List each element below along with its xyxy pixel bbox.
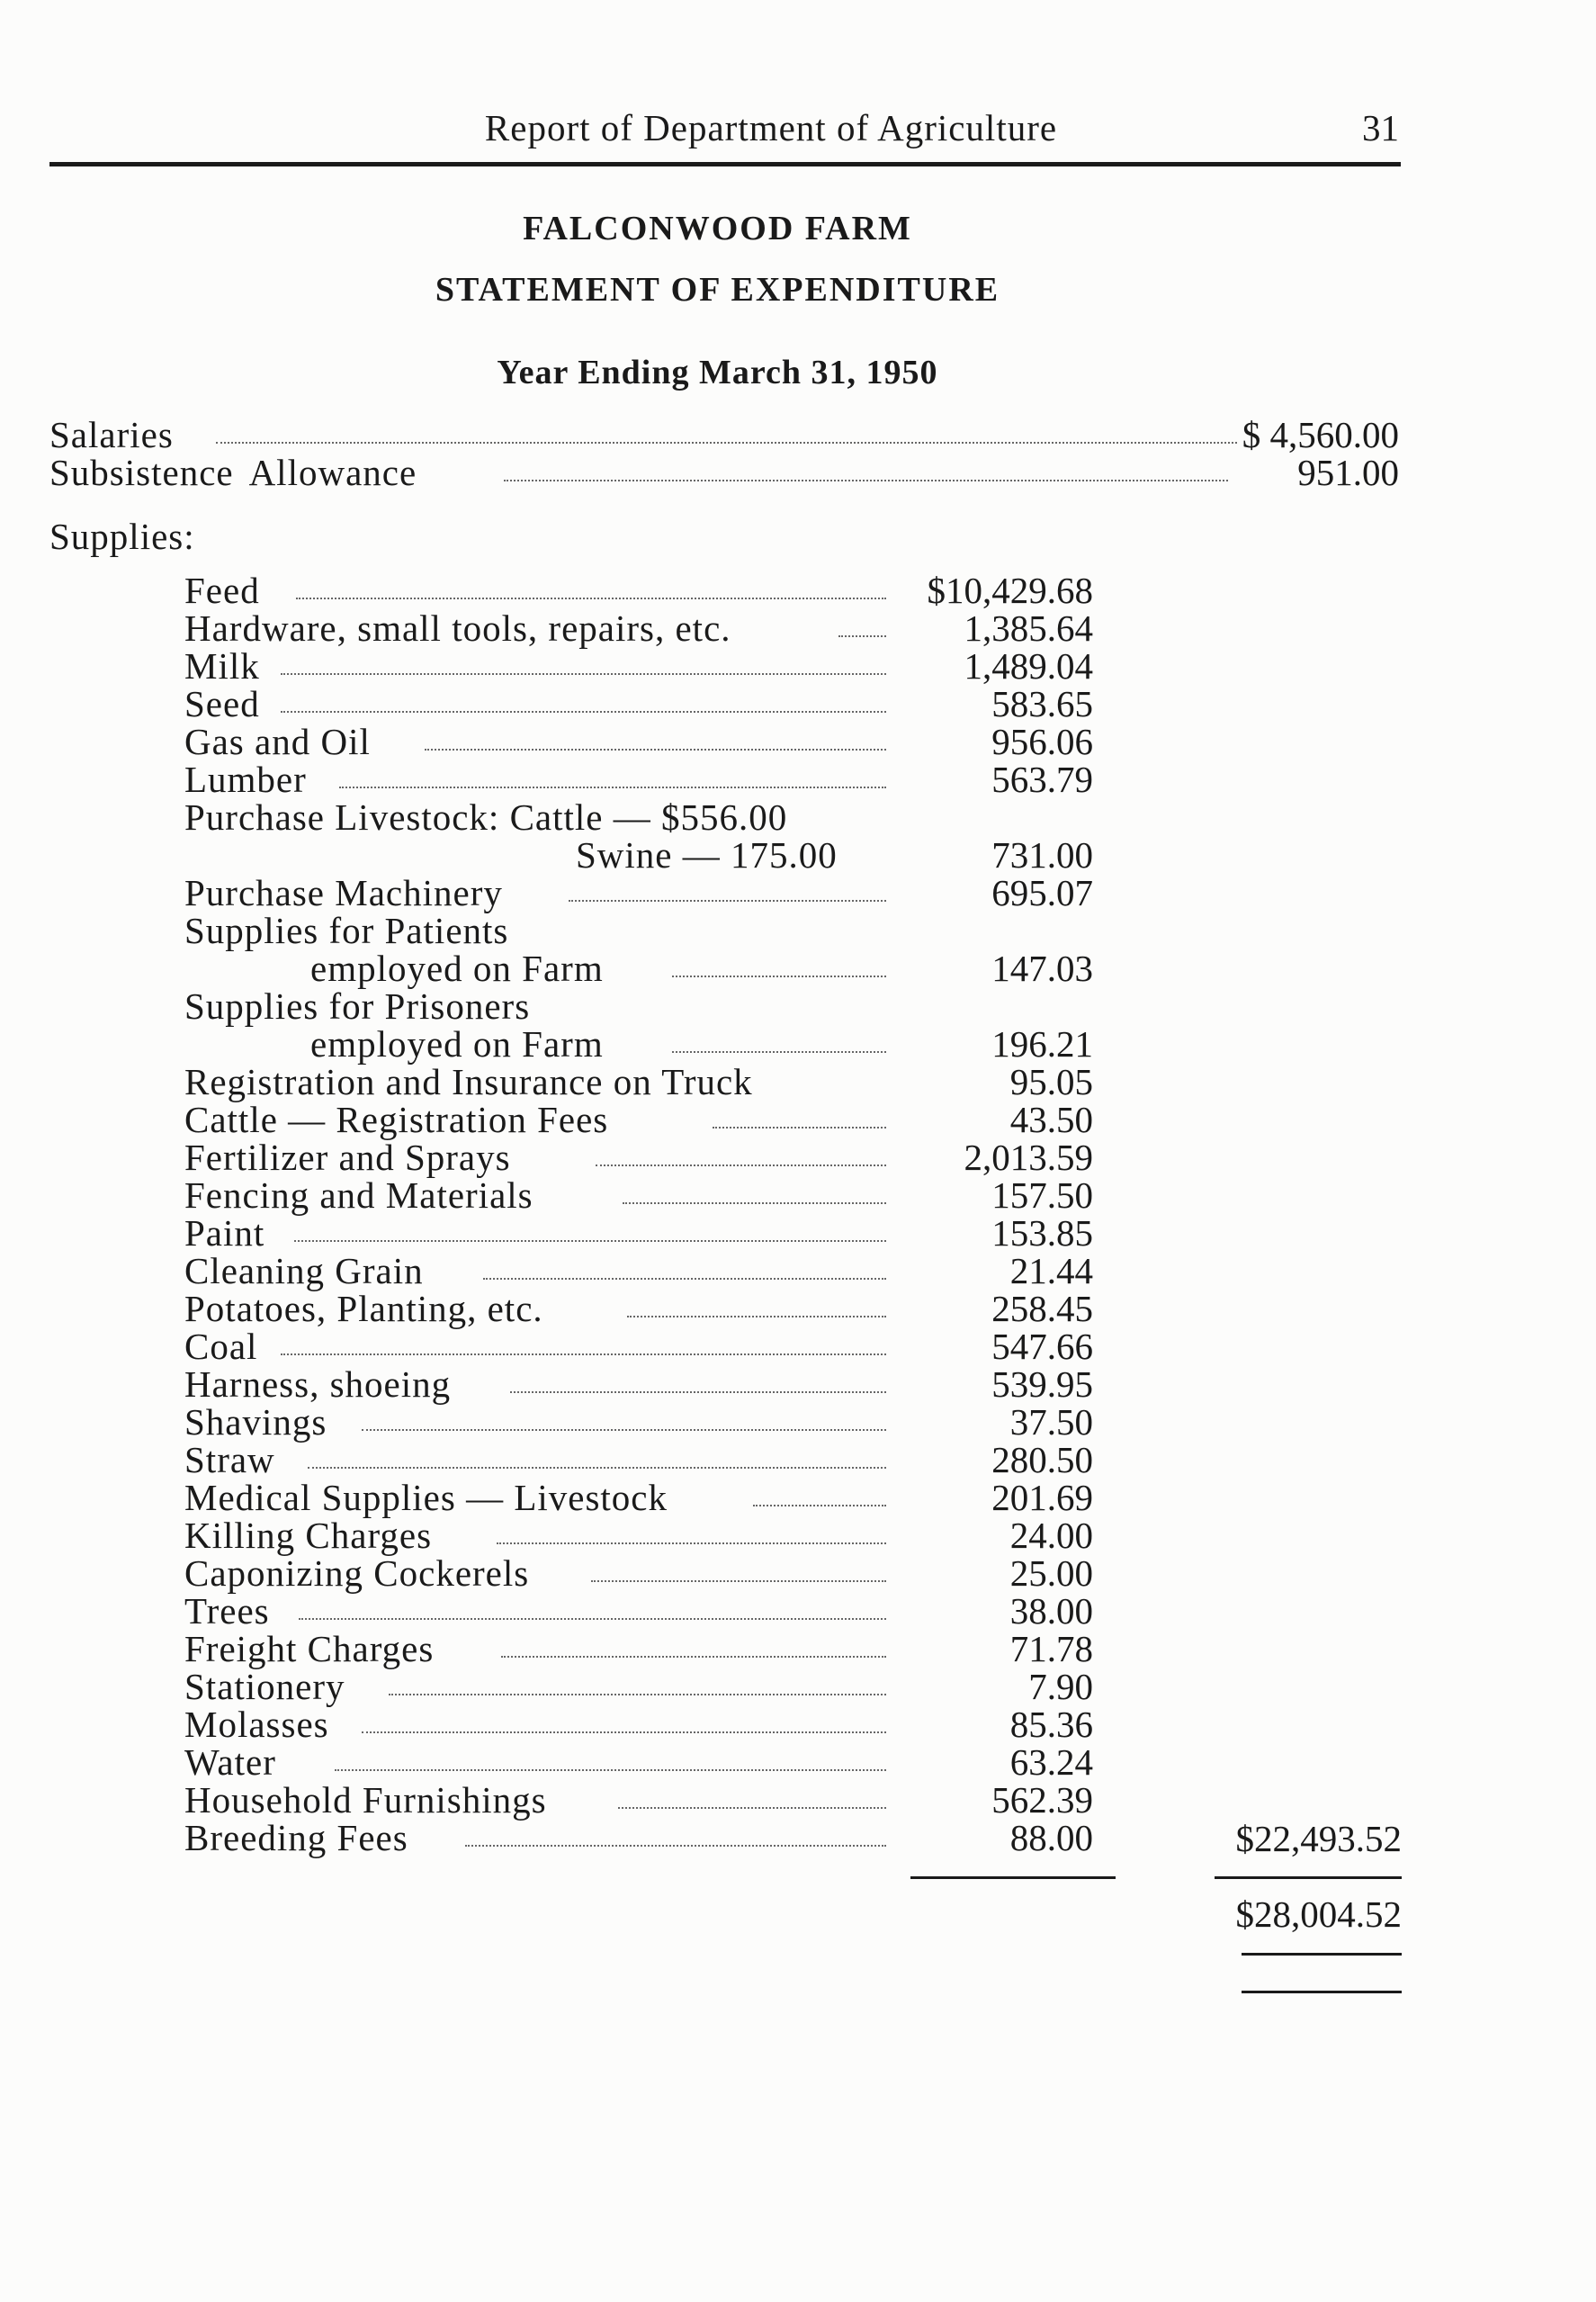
row-amount: $ 4,560.00 [1242,414,1399,455]
supply-row [184,1365,1093,1403]
supply-row [184,685,1093,723]
supply-row [184,1138,1093,1176]
supply-row [184,874,1093,912]
supply-label: Household Furnishings [184,1779,547,1821]
supply-label: Straw [184,1439,275,1480]
supply-row [184,647,1093,685]
dot-leader [296,598,886,599]
supply-amount: 24.00 [1009,1515,1093,1556]
supply-row [184,798,1093,836]
supply-label: Fertilizer and Sprays [184,1137,511,1178]
supply-row [184,1705,1093,1743]
supply-label: Cattle — Registration Fees [184,1099,609,1140]
supply-row [184,1290,1093,1327]
supply-label: Swine — 175.00 [576,834,838,876]
supply-row [184,1819,1093,1857]
supply-amount: 85.36 [1009,1704,1093,1745]
dot-leader [294,1240,886,1242]
dot-leader [753,1505,886,1506]
supply-amount: 258.45 [991,1288,1093,1329]
supply-row [184,1592,1093,1630]
dot-leader [672,1051,886,1053]
subsistence-row [49,454,1399,491]
supply-label: employed on Farm [310,1023,604,1065]
supply-label: Lumber [184,759,307,800]
row-label: Subsistence Allowance [49,452,417,493]
supply-amount: 157.50 [991,1174,1093,1216]
supply-row [184,1214,1093,1252]
supply-row [184,723,1093,760]
supply-amount: 731.00 [991,834,1093,876]
dot-leader [510,1391,886,1393]
supply-label: Water [184,1741,276,1783]
period-title: Year Ending March 31, 1950 [497,354,938,391]
supply-label: Potatoes, Planting, etc. [184,1288,543,1329]
grand-total-amount: $28,004.52 [1235,1893,1402,1935]
supply-row [184,1479,1093,1516]
supply-row [184,1781,1093,1819]
supplies-subtotal-rule [910,1876,1116,1910]
supply-label: Harness, shoeing [184,1363,452,1405]
supply-label: Purchase Livestock: Cattle — $556.00 [184,796,788,838]
dot-leader [281,1353,886,1355]
dot-leader [504,480,1228,481]
supply-row [184,1327,1093,1365]
dot-leader [389,1694,886,1695]
supply-row [184,1063,1093,1101]
header-rule [49,162,1401,166]
supply-amount: 88.00 [1009,1817,1093,1858]
supply-row [184,571,1093,609]
supply-row [184,760,1093,798]
dot-leader [838,635,886,637]
supply-label: Seed [184,683,260,724]
dot-leader [465,1845,886,1847]
row-amount: 951.00 [1297,452,1399,493]
supplies-heading: Supplies: [49,516,195,557]
dot-leader [308,1467,886,1469]
dot-leader [596,1164,886,1166]
supply-row [184,912,1093,949]
supply-amount: 43.50 [1009,1099,1093,1140]
supply-label: Registration and Insurance on Truck [184,1061,753,1102]
supply-amount: 1,489.04 [964,645,1093,687]
supply-label: Fencing and Materials [184,1174,533,1216]
supplies-total-amount: $22,493.52 [1235,1818,1402,1859]
dot-leader [569,900,886,902]
supply-row [184,1025,1093,1063]
supply-amount: 583.65 [991,683,1093,724]
statement-title: STATEMENT OF EXPENDITURE [435,271,1000,309]
supply-amount: 2,013.59 [964,1137,1093,1178]
supply-amount: 201.69 [991,1477,1093,1518]
supply-label: Medical Supplies — Livestock [184,1477,668,1518]
supply-label: Supplies for Patients [184,910,509,951]
supply-label: Caponizing Cockerels [184,1552,530,1594]
supply-row [184,609,1093,647]
supply-row [184,1101,1093,1138]
dot-leader [362,1429,886,1431]
running-title: Report of Department of Agriculture [484,107,1058,148]
supply-row [184,987,1093,1025]
supplies-total [1170,1820,1402,1857]
supply-label: Coal [184,1326,258,1367]
supply-label: Purchase Machinery [184,872,503,913]
supply-row [184,1176,1093,1214]
supply-label: Molasses [184,1704,329,1745]
supply-amount: 956.06 [991,721,1093,762]
supply-row [184,1743,1093,1781]
page-header [49,106,1399,160]
supply-amount: 7.90 [1028,1666,1093,1707]
supply-label: Supplies for Prisoners [184,985,531,1027]
supply-label: Killing Charges [184,1515,433,1556]
page-number: 31 [1362,107,1399,148]
supply-row [184,1516,1093,1554]
row-label: Salaries [49,414,174,455]
salaries-row [49,416,1399,454]
supply-amount: 153.85 [991,1212,1093,1254]
supply-amount: 63.24 [1009,1741,1093,1783]
dot-leader [591,1580,886,1582]
supply-label: Freight Charges [184,1628,435,1669]
supply-amount: 547.66 [991,1326,1093,1367]
grand-total-rule-2 [1242,1991,1402,2024]
supply-label: Feed [184,570,260,611]
supply-label: Milk [184,645,260,687]
supply-label: Paint [184,1212,265,1254]
dot-leader [501,1656,886,1658]
supply-amount: 539.95 [991,1363,1093,1405]
supply-amount: 37.50 [1009,1401,1093,1443]
supply-label: Breeding Fees [184,1817,408,1858]
supply-amount: $10,429.68 [927,570,1093,611]
dot-leader [425,749,886,751]
supply-amount: 25.00 [1009,1552,1093,1594]
dot-leader [672,976,886,977]
dot-leader [335,1769,886,1771]
supply-row [184,1441,1093,1479]
dot-leader [483,1278,886,1280]
dot-leader [362,1731,886,1733]
supply-amount: 1,385.64 [964,607,1093,649]
dot-leader [713,1127,886,1129]
supply-amount: 695.07 [991,872,1093,913]
supply-amount: 71.78 [1009,1628,1093,1669]
supply-label: employed on Farm [310,948,604,989]
supply-row [184,1252,1093,1290]
supply-amount: 196.21 [991,1023,1093,1065]
dot-leader [281,673,886,675]
supply-row [184,949,1093,987]
supply-label: Shavings [184,1401,327,1443]
supply-label: Gas and Oil [184,721,371,762]
dot-leader [497,1542,886,1544]
supply-label: Stationery [184,1666,345,1707]
supply-amount: 21.44 [1009,1250,1093,1291]
supply-amount: 563.79 [991,759,1093,800]
dot-leader [216,442,1237,444]
supply-amount: 38.00 [1009,1590,1093,1632]
supply-amount: 95.05 [1009,1061,1093,1102]
grand-total-rule-1 [1242,1953,1402,1986]
grand-total [1170,1895,1402,1933]
supply-row [184,1668,1093,1705]
supply-row [184,836,1093,874]
supply-label: Hardware, small tools, repairs, etc. [184,607,731,649]
supply-label: Trees [184,1590,270,1632]
dot-leader [339,787,886,788]
supply-amount: 280.50 [991,1439,1093,1480]
supply-row [184,1403,1093,1441]
supply-amount: 562.39 [991,1779,1093,1821]
supply-row [184,1554,1093,1592]
dot-leader [281,711,886,713]
supply-row [184,1630,1093,1668]
supply-label: Cleaning Grain [184,1250,424,1291]
farm-title: FALCONWOOD FARM [523,210,912,247]
dot-leader [299,1618,886,1620]
dot-leader [623,1202,886,1204]
supply-amount: 147.03 [991,948,1093,989]
dot-leader [618,1807,886,1809]
dot-leader [627,1316,886,1317]
